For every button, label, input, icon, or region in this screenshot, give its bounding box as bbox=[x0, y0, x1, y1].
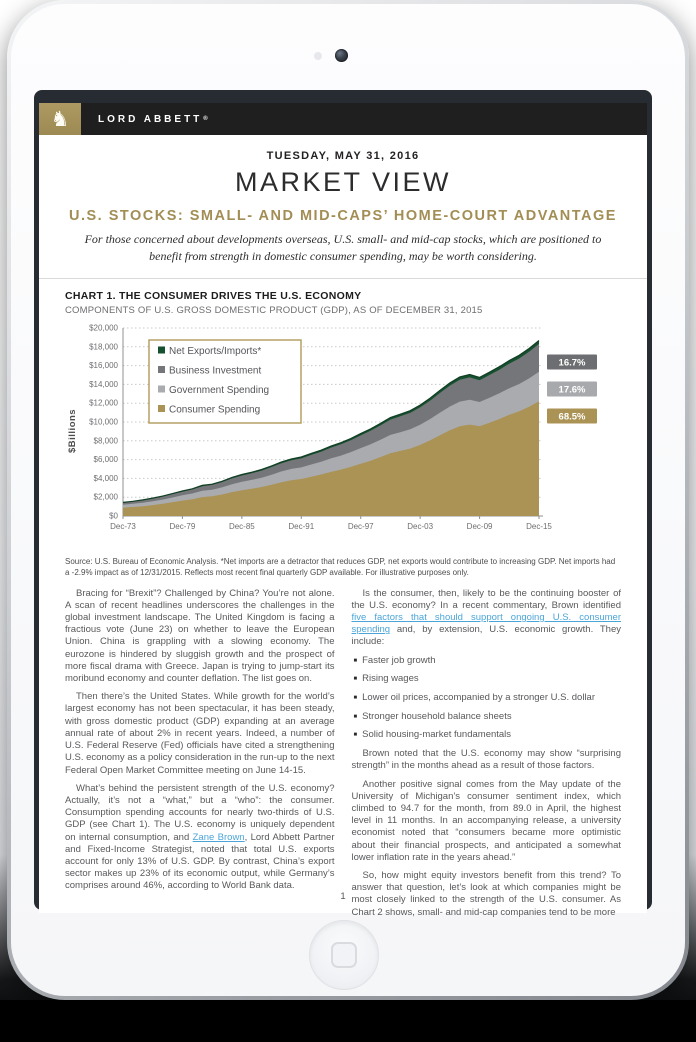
bullet-item bbox=[352, 692, 622, 704]
svg-text:Dec-09: Dec-09 bbox=[466, 522, 493, 532]
bullet-square-icon: ■ bbox=[353, 713, 358, 720]
ipad-screen bbox=[34, 90, 652, 918]
article-body bbox=[39, 588, 647, 925]
bottom-black-strip bbox=[0, 1000, 696, 1042]
document-page bbox=[39, 103, 647, 918]
article-deck: For those concerned about developments overseas, U.S. small- and mid-cap stocks, which are positioned to benefit from strength in domestic consumer spending, may be worth considering. bbox=[84, 232, 602, 264]
divider bbox=[39, 278, 647, 279]
gdp-stacked-area-chart bbox=[65, 320, 621, 555]
svg-text:Dec-73: Dec-73 bbox=[110, 522, 136, 532]
bullet-item bbox=[352, 711, 622, 723]
svg-text:68.5%: 68.5% bbox=[558, 411, 586, 423]
svg-text:Net Exports/Imports*: Net Exports/Imports* bbox=[169, 346, 262, 358]
svg-text:$12,000: $12,000 bbox=[89, 398, 118, 408]
bullet-square-icon: ■ bbox=[353, 657, 358, 664]
bullet-square-icon: ■ bbox=[353, 676, 358, 683]
bullet-text: Lower oil prices, accompanied by a stronger U.S. dollar bbox=[362, 692, 595, 704]
inline-link[interactable]: Zane Brown bbox=[192, 831, 245, 843]
home-button bbox=[309, 920, 379, 990]
svg-text:17.6%: 17.6% bbox=[558, 384, 586, 396]
paragraph: Is the consumer, then, likely to be the continuing booster of the U.S. economy? In a recent commentary, Brown identified five factors that should support ongoing U.S. consumer spending and, by extension, U.S. economic growth. They include: bbox=[351, 587, 621, 648]
bullet-item bbox=[352, 673, 622, 685]
bullet-text: Solid housing-market fundamentals bbox=[362, 729, 512, 741]
home-square-icon bbox=[331, 942, 357, 968]
bullet-square-icon: ■ bbox=[353, 732, 358, 739]
bullet-text: Stronger household balance sheets bbox=[362, 710, 512, 722]
paragraph: Then there’s the United States. While growth for the world’s largest economy has not been spectacular, it has been steady, with gross domestic product (GDP) expanding at an average annual rate of about 2% in recent years. Indeed, a number of U.S. Federal Reserve (Fed) officials have cited a strengthening U.S. economy as a policy consideration in the run-up to the next Federal Open Market Committee meeting on June 14-15. bbox=[65, 691, 335, 776]
svg-text:Dec-03: Dec-03 bbox=[407, 522, 434, 532]
svg-text:$2,000: $2,000 bbox=[93, 492, 118, 502]
paragraph: Bracing for “Brexit”? Challenged by China? You’re not alone. A scan of recent headlines underscores the challenges in the global investment landscape. The United Kingdom is facing a fractious vote (June 23) on whether to leave the European Union. China is grappling with a slowing economy. The eurozone is hindered by sluggish growth and the prospect of more fiscal drama with Greece. Japan is trying to jump-start its moribund economy and counter deflation. The list goes on. bbox=[65, 587, 335, 685]
chart-title: CHART 1. THE CONSUMER DRIVES THE U.S. ECONOMY bbox=[65, 290, 362, 303]
chart-section bbox=[39, 290, 647, 579]
paragraph: Brown noted that the U.S. economy may show “surprising strength” in the months ahead as a result of those factors. bbox=[351, 748, 621, 772]
ipad-bezel bbox=[11, 4, 685, 996]
svg-text:Dec-79: Dec-79 bbox=[169, 522, 196, 532]
article-column-left bbox=[65, 588, 335, 925]
bullet-square-icon: ■ bbox=[353, 695, 358, 702]
issue-date: TUESDAY, MAY 31, 2016 bbox=[266, 150, 420, 162]
front-camera-icon bbox=[335, 49, 348, 62]
knight-icon: ♞ bbox=[50, 107, 70, 131]
bullet-text: Faster job growth bbox=[362, 654, 436, 666]
svg-text:$10,000: $10,000 bbox=[89, 417, 118, 427]
svg-text:Business Investment: Business Investment bbox=[169, 365, 262, 377]
svg-text:$Billions: $Billions bbox=[67, 408, 78, 454]
bullet-text: Rising wages bbox=[362, 673, 419, 685]
article-column-right bbox=[352, 588, 622, 925]
bullet-item bbox=[352, 655, 622, 667]
svg-text:$0: $0 bbox=[109, 511, 118, 521]
svg-text:$6,000: $6,000 bbox=[93, 455, 118, 465]
page-number: 1 bbox=[340, 891, 346, 902]
svg-text:Consumer Spending: Consumer Spending bbox=[169, 404, 261, 416]
brand-name bbox=[98, 103, 211, 135]
svg-text:$18,000: $18,000 bbox=[89, 342, 118, 352]
ipad-device-frame bbox=[7, 0, 689, 1000]
chart-subtitle: COMPONENTS OF U.S. GROSS DOMESTIC PRODUCT (GDP), AS OF DECEMBER 31, 2015 bbox=[65, 305, 483, 317]
svg-text:16.7%: 16.7% bbox=[558, 357, 586, 369]
svg-text:Dec-91: Dec-91 bbox=[288, 522, 315, 532]
svg-text:$8,000: $8,000 bbox=[93, 436, 118, 446]
bullet-item bbox=[352, 729, 622, 741]
publication-title: MARKET VIEW bbox=[234, 167, 452, 197]
svg-text:Government Spending: Government Spending bbox=[169, 385, 270, 397]
inline-link[interactable]: five factors that should support ongoing U.S. consumer spending bbox=[351, 612, 621, 636]
svg-text:$14,000: $14,000 bbox=[89, 379, 118, 389]
svg-text:Dec-85: Dec-85 bbox=[228, 522, 255, 532]
registered-mark: ® bbox=[203, 116, 211, 122]
chart-source-note: Source: U.S. Bureau of Economic Analysis. *Net imports are a detractor that reduces GDP, net exports would contribute to increasing GDP. Net imports had a -2.9% impact as of 12/31/2015. Reflects most recent final quarterly GDP available. For illustrative purposes only. bbox=[65, 557, 616, 577]
svg-text:$16,000: $16,000 bbox=[89, 361, 118, 371]
svg-text:$4,000: $4,000 bbox=[93, 473, 118, 483]
brand-text: LORD ABBETT bbox=[98, 113, 203, 125]
svg-text:$20,000: $20,000 bbox=[89, 323, 118, 333]
light-sensor-icon bbox=[314, 52, 322, 60]
svg-text:Dec-15: Dec-15 bbox=[526, 522, 552, 532]
paragraph: Another positive signal comes from the May update of the University of Michigan’s consumer sentiment index, which climbed to 94.7 for the month, from 89.0 in April, the highest level in 11 months. In an accompanying release, a university economist noted that “consumers became more optimistic about their financial prospects, and anticipated a somewhat lower inflation rate in the years ahead.” bbox=[351, 778, 621, 863]
paragraph: So, how might equity investors benefit from this trend? To answer that question, let’s look at which companies might be most closely linked to the strength of the U.S. consumer. As Chart 2 shows, small- and mid-cap companies tend to be more bbox=[351, 870, 621, 918]
article-headline: U.S. STOCKS: SMALL- AND MID-CAPS’ HOME-COURT ADVANTAGE bbox=[69, 208, 617, 224]
lord-abbett-logo bbox=[39, 103, 81, 135]
paragraph: What’s behind the persistent strength of the U.S. economy? Actually, it’s not a “what,” but a “who”: the consumer. Consumption spending accounts for nearly two-thirds of U.S. GDP (see Chart 1). The U.S. economy is uniquely dependent on internal consumption, and Zane Brown, Lord Abbett Partner and Fixed-Income Strategist, noted that total U.S. exports account for only 13% of U.S. GDP. By contrast, China’s export sector makes up 23% of its economic output, while Germany’s comprises around 46%, according to World Bank data. bbox=[65, 782, 335, 892]
svg-text:Dec-97: Dec-97 bbox=[347, 522, 374, 532]
masthead bbox=[39, 103, 647, 135]
